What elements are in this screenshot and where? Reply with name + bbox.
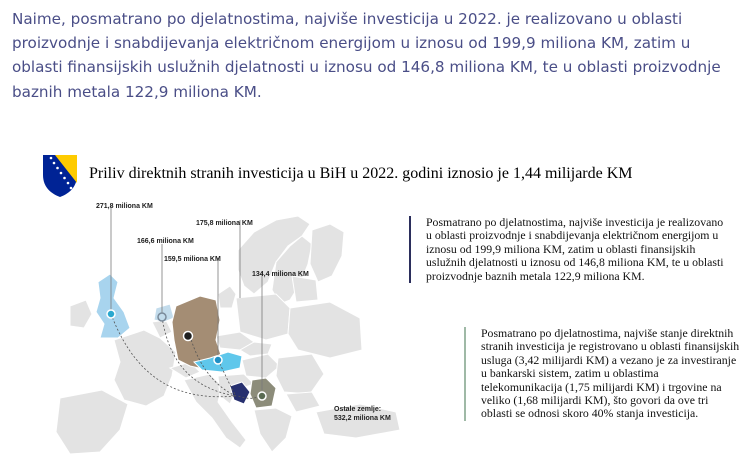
iberia-shape <box>56 390 128 454</box>
marker-netherlands <box>158 313 166 321</box>
denmark-shape <box>218 286 236 308</box>
uk-shape <box>96 274 130 338</box>
other-countries-label: Ostale zemlje: <box>334 406 382 413</box>
intro-paragraph: Naime, posmatrano po djelatnostima, najviše investicija u 2022. je realizovano u oblasti proizvodnje i snabdijevanja električnom energijom u iznosu od 199,9 miliona KM, zatim u oblasti finansijskih uslužnih djelatnosti u iznosu od 146,8 miliona KM, te u oblasti proizvodnje baznih metala 122,9 miliona KM. <box>12 10 721 101</box>
marker-germany <box>184 332 193 341</box>
note-investment-stock: Posmatrano po djelatnostima, najviše stanje direktnih stranih investicija je registrovano u oblasti finansijskih usluga (3,42 milijardi KM) a vezano je za investiranje u bankarski sistem, zatim u oblastima telekomunikacija (1,75 milijardi KM) i trgovine na veliko (1,68 milijardi KM), što govori da ove tri oblasti se odnosi skoro 40% stanja investicija. <box>464 327 741 421</box>
hungary-shape <box>242 354 280 378</box>
marker-austria <box>214 356 222 364</box>
infographic-title: Priliv direktnih stranih investicija u BiH u 2022. godini iznosio je 1,44 milijarde KM <box>89 165 633 182</box>
bulgaria-shape <box>286 392 320 412</box>
label-austria: 159,5 miliona KM <box>164 256 221 263</box>
greece-shape <box>254 408 292 452</box>
label-netherlands: 166,6 miliona KM <box>137 238 194 245</box>
marker-serbia <box>258 392 266 400</box>
finland-shape <box>310 224 344 282</box>
label-serbia: 134,4 miliona KM <box>252 271 309 278</box>
note-investment-by-activity: Posmatrano po djelatnostima, najviše investicija je realizovano u oblasti proizvodnje i snabdijevanja električnom energijom u iznosu od 199,9 miliona KM, zatim u oblasti finansijskih uslužnih djelatnosti u iznosu od 146,8 miliona KM, te u oblasti proizvodnje baznih metala 122,9 miliona KM. <box>409 216 726 283</box>
ireland-shape <box>70 300 92 328</box>
baltics-shape <box>292 276 318 302</box>
other-countries-value: 532,2 miliona KM <box>334 415 391 422</box>
label-germany: 175,8 miliona KM <box>196 220 253 227</box>
france-shape <box>114 330 176 406</box>
ukraine-shape <box>288 302 362 358</box>
label-uk: 271,8 miliona KM <box>96 203 153 210</box>
romania-shape <box>276 354 324 394</box>
other-countries <box>334 405 391 423</box>
marker-uk <box>107 310 115 318</box>
fdi-infographic <box>40 150 740 468</box>
poland-shape <box>236 294 290 340</box>
europe-map <box>40 190 440 468</box>
